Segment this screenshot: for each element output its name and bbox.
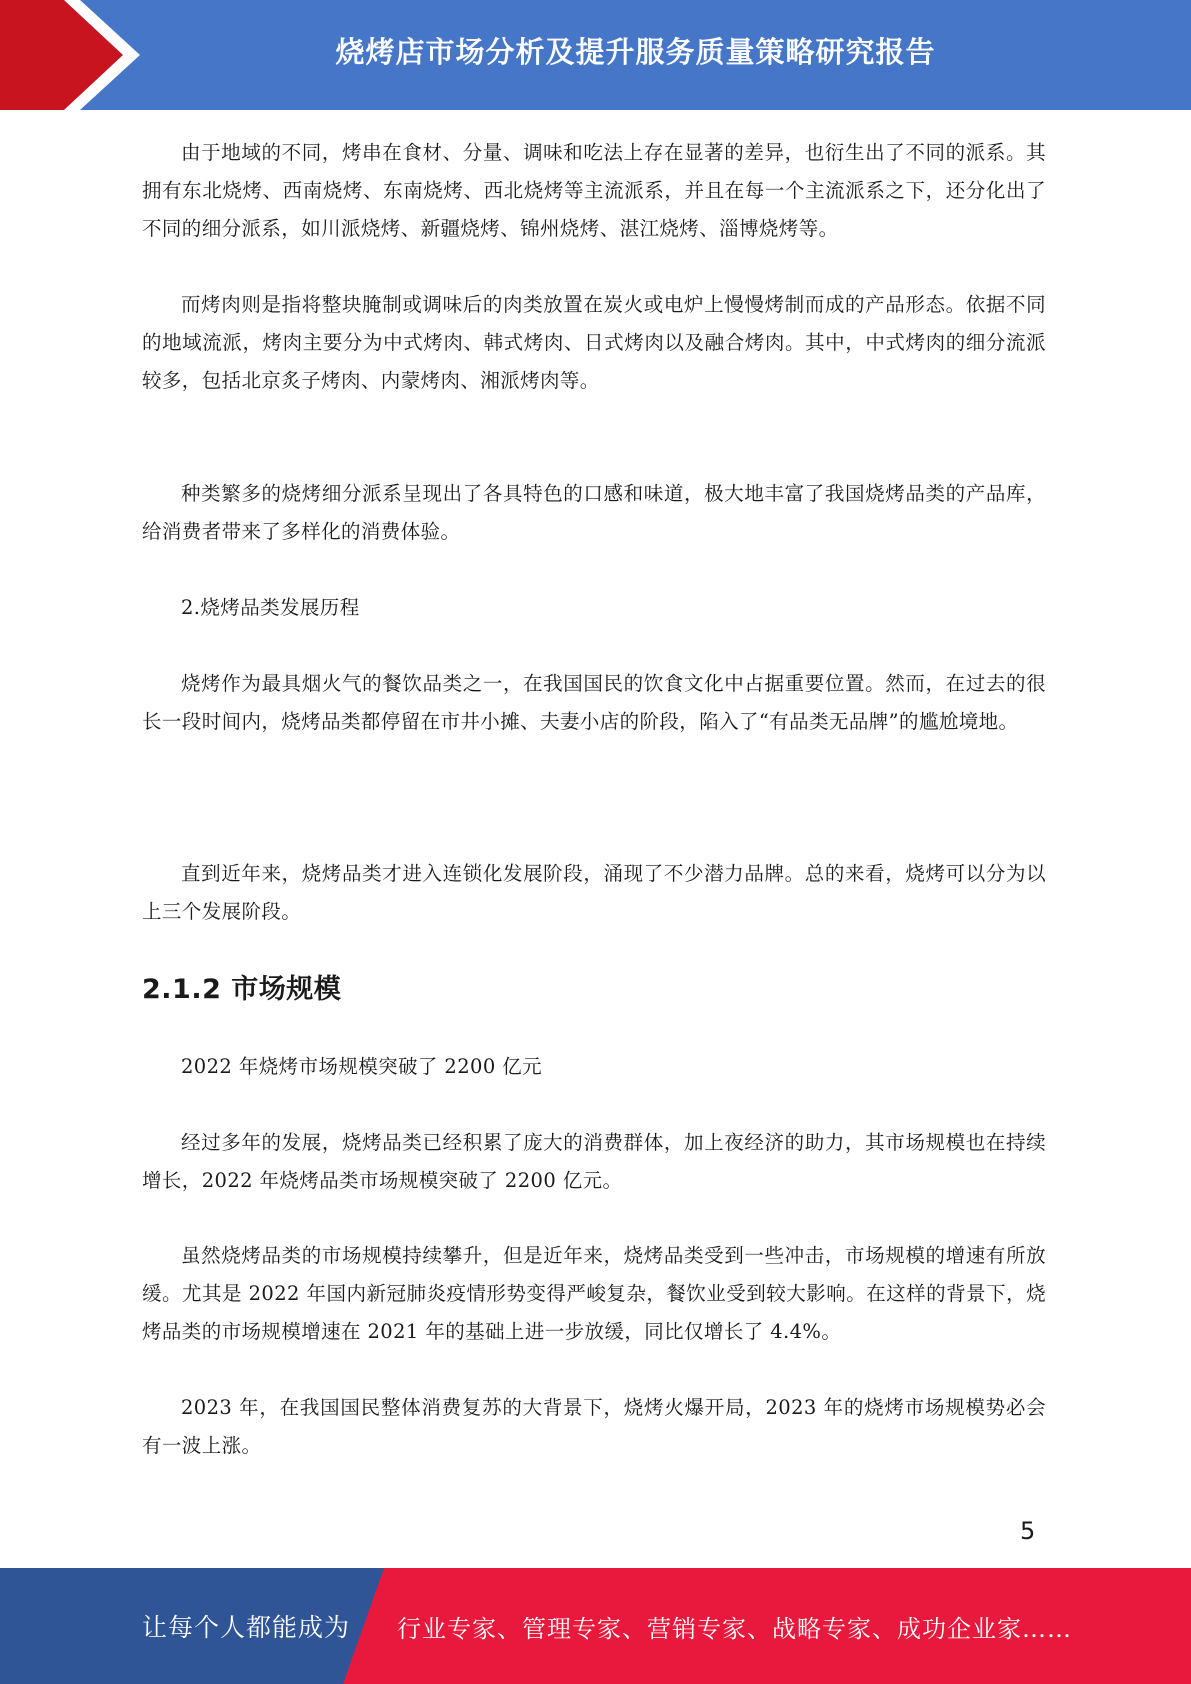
paragraph-block <box>142 1237 1046 1351</box>
body-paragraph: 而烤肉则是指将整块腌制或调味后的肉类放置在炭火或电炉上慢慢烤制而成的产品形态。依据不同的地域流派，烤肉主要分为中式烤肉、韩式烤肉、日式烤肉以及融合烤肉。其中，中式烤肉的细分流派较多，包括北京炙子烤肉、内蒙烤肉、湘派烤肉等。 <box>142 293 1046 392</box>
body-paragraph: 经过多年的发展，烧烤品类已经积累了庞大的消费群体，加上夜经济的助力，其市场规模也在持续增长，2022 年烧烤品类市场规模突破了 2200 亿元。 <box>142 1131 1046 1192</box>
subheading-block <box>142 589 1046 627</box>
paragraph-block <box>142 665 1046 741</box>
paragraph-block <box>142 1124 1046 1200</box>
footer-slogan-right: 行业专家、管理专家、营销专家、战略专家、成功企业家…… <box>397 1614 1072 1643</box>
header-chevron-decoration <box>0 0 160 110</box>
body-paragraph: 2022 年烧烤市场规模突破了 2200 亿元 <box>181 1055 543 1078</box>
body-paragraph: 虽然烧烤品类的市场规模持续攀升，但是近年来，烧烤品类受到一些冲击，市场规模的增速有所放缓。尤其是 2022 年国内新冠肺炎疫情形势变得严峻复杂，餐饮业受到较大影响。在这样的背景下，烧烤品类的市场规模增速在 2021 年的基础上进一步放缓，同比仅增长了 4.4%。 <box>142 1244 1046 1343</box>
paragraph-block <box>142 855 1046 931</box>
body-paragraph: 2023 年，在我国国民整体消费复苏的大背景下，烧烤火爆开局，2023 年的烧烤市场规模势必会有一波上涨。 <box>142 1396 1046 1457</box>
page-footer <box>0 1568 1191 1684</box>
body-paragraph: 种类繁多的烧烤细分派系呈现出了各具特色的口感和味道，极大地丰富了我国烧烤品类的产品库，给消费者带来了多样化的消费体验。 <box>142 482 1046 543</box>
body-paragraph: 烧烤作为最具烟火气的餐饮品类之一，在我国国民的饮食文化中占据重要位置。然而，在过去的很长一段时间内，烧烤品类都停留在市井小摊、夫妻小店的阶段，陷入了“有品类无品牌”的尴尬境地。 <box>142 672 1046 733</box>
body-paragraph: 由于地域的不同，烤串在食材、分量、调味和吃法上存在显著的差异，也衍生出了不同的派系。其拥有东北烧烤、西南烧烤、东南烧烤、西北烧烤等主流派系，并且在每一个主流派系之下，还分化出了不同的细分派系，如川派烧烤、新疆烧烤、锦州烧烤、湛江烧烤、淄博烧烤等。 <box>142 141 1046 240</box>
report-title: 烧烤店市场分析及提升服务质量策略研究报告 <box>335 34 936 69</box>
page-header <box>0 0 1191 110</box>
paragraph-block <box>142 286 1046 400</box>
page-number: 5 <box>1020 1517 1036 1545</box>
footer-slogan-left: 让每个人都能成为 <box>142 1613 351 1642</box>
subsection-title: 2.烧烤品类发展历程 <box>181 596 360 619</box>
section-heading: 2.1.2 市场规模 <box>142 974 342 1005</box>
paragraph-block <box>142 1048 1046 1086</box>
body-paragraph: 直到近年来，烧烤品类才进入连锁化发展阶段，涌现了不少潜力品牌。总的来看，烧烤可以分为以上三个发展阶段。 <box>142 862 1046 923</box>
paragraph-block <box>142 1389 1046 1465</box>
paragraph-block <box>142 134 1046 248</box>
paragraph-block <box>142 475 1046 551</box>
